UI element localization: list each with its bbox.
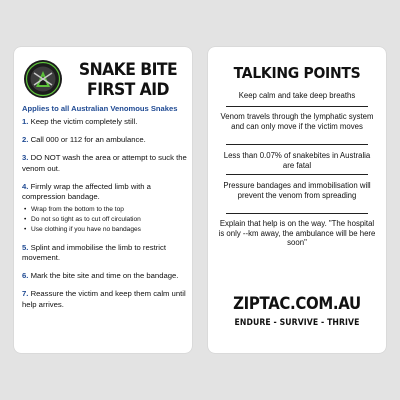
talking-point: Venom travels through the lymphatic system and can only move if the victim moves (220, 112, 374, 131)
step-text: DO NOT wash the area or attempt to suck the venom out. (22, 153, 187, 173)
step-number: 5. (22, 242, 29, 252)
step-number: 4. (22, 181, 29, 191)
step-text: Firmly wrap the affected limb with a compression bandage. (22, 181, 151, 202)
step-number: 1. (22, 117, 29, 126)
step-text: Splint and immobilise the limb to restrict movement. (22, 242, 166, 263)
divider (226, 106, 368, 107)
card-title: TALKING POINTS (233, 64, 361, 82)
talking-point: Less than 0.07% of snakebites in Australia are fatal (223, 151, 371, 170)
ziptac-survival-logo-icon (23, 59, 63, 99)
divider (226, 213, 368, 214)
step-text: Reassure the victim and keep them calm until help arrives. (22, 289, 186, 309)
step-item (22, 243, 190, 264)
title-line-2: FIRST AID (87, 80, 169, 100)
talking-points-card (208, 47, 386, 353)
step-item (22, 153, 190, 174)
first-aid-card (14, 47, 192, 353)
step-number: 7. (22, 289, 29, 299)
bullet-item: • Use clothing if you have no bandages (22, 225, 190, 235)
step-text: Call 000 or 112 for an ambulance. (30, 135, 146, 145)
step-number: 3. (22, 153, 29, 163)
step-item (22, 182, 190, 235)
title-line-1: SNAKE BITE (78, 60, 178, 80)
card-title (71, 60, 185, 100)
tagline: ENDURE - SURVIVE - THRIVE (234, 318, 360, 328)
talking-point: Keep calm and take deep breaths (238, 91, 356, 100)
step-item (22, 289, 190, 310)
divider (226, 174, 368, 175)
divider (226, 144, 368, 145)
step-text: Mark the bite site and time on the bandage. (30, 271, 179, 281)
steps-list (22, 117, 190, 318)
talking-point: Pressure bandages and immobilisation will prevent the venom from spreading (223, 181, 371, 200)
step-item (22, 117, 190, 128)
step-item (22, 135, 190, 146)
step-number: 2. (22, 135, 29, 145)
step-number: 6. (22, 271, 29, 281)
bullet-list (22, 205, 190, 235)
talking-point: Explain that help is on the way. "The hospital is only --km away, the ambulance will be here soon" (218, 219, 376, 248)
step-item (22, 271, 190, 282)
applies-to-label: Applies to all Australian Venomous Snakes (22, 104, 178, 113)
step-text: Keep the victim completely still. (30, 117, 138, 126)
bullet-item: • Do not so tight as to cut off circulation (22, 215, 190, 225)
bullet-item: • Wrap from the bottom to the top (22, 205, 190, 215)
website-label: ZIPTAC.COM.AU (233, 294, 361, 314)
